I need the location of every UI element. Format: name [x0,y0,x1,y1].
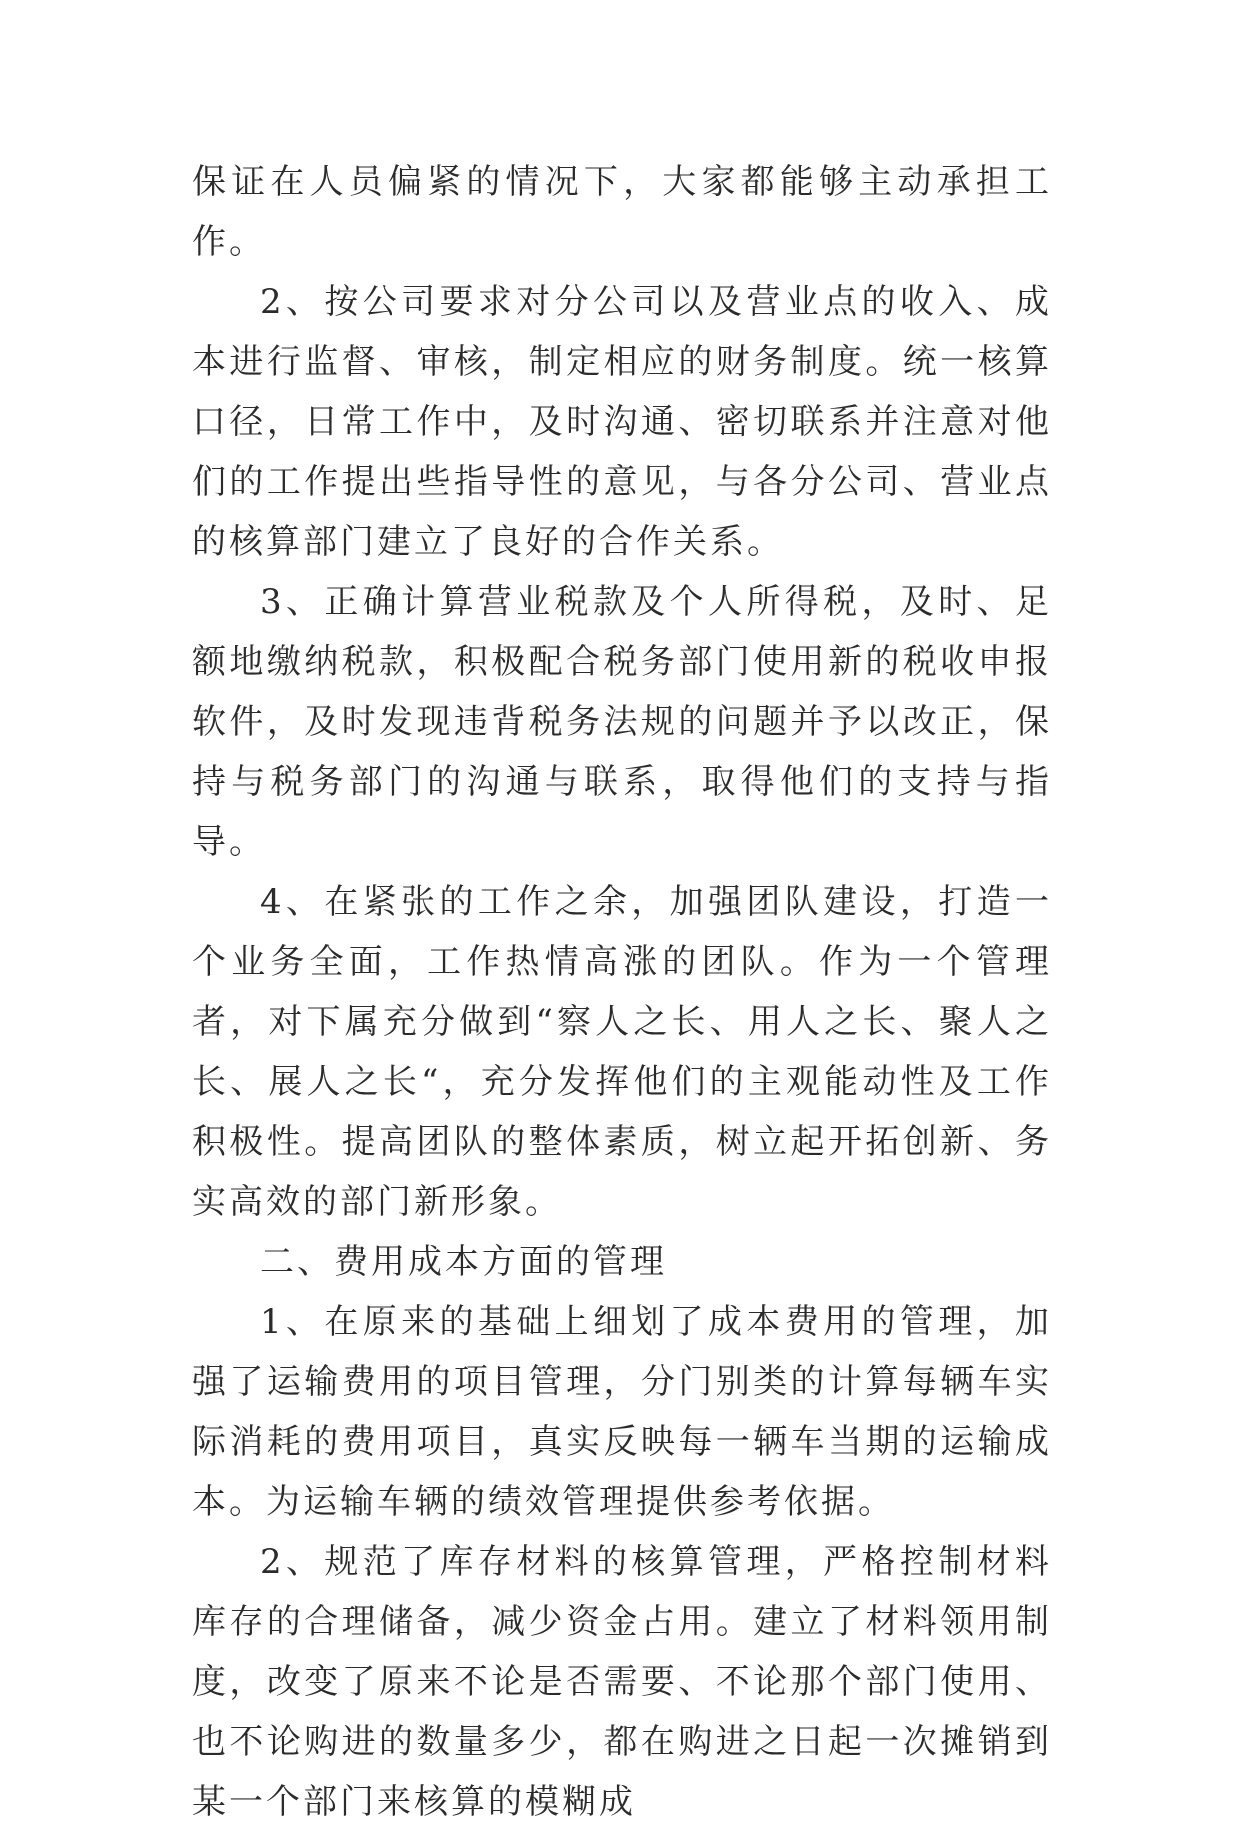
paragraph-item-2-supervision: 2、按公司要求对分公司以及营业点的收入、成本进行监督、审核，制定相应的财务制度。统一核算口径，日常工作中，及时沟通、密切联系并注意对他们的工作提出些指导性的意见，与各分公司、营业点的核算部门建立了良好的合作关系。 [192,282,1052,562]
section-heading-cost-management: 二、费用成本方面的管理 [260,1242,667,1282]
document-body [192,152,1052,1832]
paragraph-continuation: 保证在人员偏紧的情况下，大家都能够主动承担工作。 [192,162,1052,262]
paragraph-item-1-cost: 1、在原来的基础上细划了成本费用的管理，加强了运输费用的项目管理，分门别类的计算每辆车实际消耗的费用项目，真实反映每一辆车当期的运输成本。为运输车辆的绩效管理提供参考依据。 [192,1302,1052,1522]
paragraph-item-2-inventory: 2、规范了库存材料的核算管理，严格控制材料库存的合理储备，减少资金占用。建立了材料领用制度，改变了原来不论是否需要、不论那个部门使用、也不论购进的数量多少，都在购进之日起一次摊销到某一个部门来核算的模糊成 [192,1542,1052,1822]
paragraph-item-3-tax: 3、正确计算营业税款及个人所得税，及时、足额地缴纳税款，积极配合税务部门使用新的税收申报软件，及时发现违背税务法规的问题并予以改正，保持与税务部门的沟通与联系，取得他们的支持与指导。 [192,582,1052,862]
paragraph-item-4-team: 4、在紧张的工作之余，加强团队建设，打造一个业务全面，工作热情高涨的团队。作为一个管理者，对下属充分做到“察人之长、用人之长、聚人之长、展人之长“，充分发挥他们的主观能动性及工作积极性。提高团队的整体素质，树立起开拓创新、务实高效的部门新形象。 [192,882,1052,1222]
